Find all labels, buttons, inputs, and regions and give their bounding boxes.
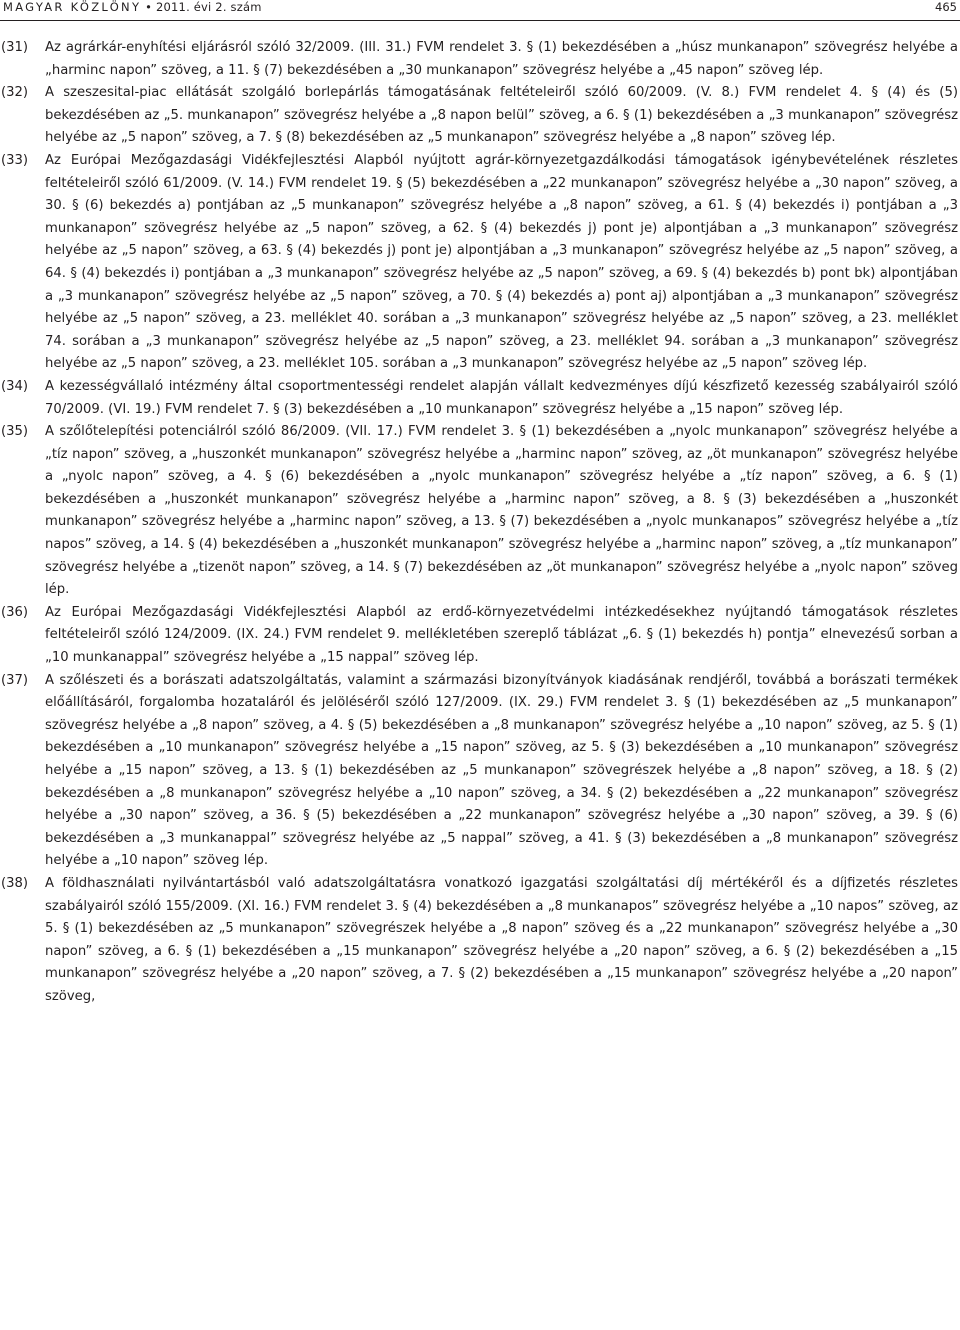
list-item <box>0 376 960 421</box>
item-number: (37) <box>1 672 29 688</box>
list-item <box>0 150 960 376</box>
list-item <box>0 82 960 150</box>
item-text: A szeszesital-piac ellátását szolgáló borlepárlás támogatásának feltételeiről szóló 60/2009. (V. 8.) FVM rendelet 4. § (4) és (5) bekezdésében az „5. munkanapon” szövegrész helyébe a „8 napon belül” szöveg, a 6. § (1) bekezdésében a „3 munkanapon” szövegrész helyébe az „5 napon” szöveg, a 7. § (8) bekezdésében az „5 munkanapon” szövegrész helyébe a „8 napon” szöveg lép. <box>45 85 958 146</box>
item-text: A szőlőtelepítési potenciálról szóló 86/2009. (VII. 17.) FVM rendelet 3. § (1) bekezdésében a „nyolc munkanapon” szövegrész helyébe a „tíz napon” szöveg, a „huszonkét munkanapon” szövegrész helyébe a „harminc napon” szöveg, az „öt munkanapon” szövegrész helyébe a „nyolc napon” szöveg, a 4. § (6) bekezdésében a „nyolc munkanapon” szövegrész helyébe a „tíz napon” szöveg, a 6. § (1) bekezdésében a „huszonkét munkanapon” szövegrész helyébe a „harminc napon” szöveg, a 8. § (3) bekezdésében a „huszonkét munkanapon” szövegrész helyébe a „harminc napon” szöveg, a 13. § (7) bekezdésében a „nyolc munkanapos” szövegrész helyébe a „tíz napos” szöveg, a 14. § (4) bekezdésében a „huszonkét munkanapon” szövegrész helyébe a „harminc napon” szöveg, a „tíz munkanapon” szövegrész helyébe a „tizenöt napon” szöveg, a 14. § (7) bekezdésében az „öt munkanapon” szövegrész helyébe a „nyolc napon” szöveg lép. <box>45 424 958 598</box>
issue-label: 2011. évi 2. szám <box>156 0 262 14</box>
item-number: (36) <box>1 604 29 620</box>
item-text: A kezességvállaló intézmény által csoportmentességi rendelet alapján vállalt kedvezményes díjú készfizető kezesség szabályairól szóló 70/2009. (VI. 19.) FVM rendelet 7. § (3) bekezdésében a „10 munkanapon” szövegrész helyébe a „15 napon” szöveg lép. <box>45 378 958 417</box>
header-rule <box>0 20 960 21</box>
item-number: (34) <box>1 378 29 394</box>
running-title <box>3 0 262 14</box>
list-item <box>0 421 960 602</box>
document-body <box>0 37 960 1009</box>
page-header <box>0 0 960 20</box>
journal-name: MAGYAR KÖZLÖNY <box>3 0 142 14</box>
list-item <box>0 37 960 82</box>
page-number: 465 <box>935 0 957 14</box>
item-text: A földhasználati nyilvántartásból való adatszolgáltatásra vonatkozó igazgatási szolgáltatási díj mértékéről és a díjfizetés részletes szabályairól szóló 155/2009. (XI. 16.) FVM rendelet 3. § (4) bekezdésében a „8 munkanapos” szövegrész helyébe a „10 napos” szöveg, az 5. § (1) bekezdésében az „5 munkanapon” szövegrészek helyébe a „8 napon” szöveg és a „22 munkanapon” szövegrész helyébe a „30 napon” szöveg, a 6. § (1) bekezdésében a „15 munkanapon” szövegrész helyébe a „20 napon” szöveg, a 6. § (2) bekezdésében a „15 munkanapon” szövegrész helyébe a „20 napon” szöveg, a 7. § (2) bekezdésében a „15 munkanapon” szövegrész helyébe a „20 napon” szöveg, <box>45 875 958 1004</box>
item-number: (33) <box>1 152 29 168</box>
item-text: Az agrárkár-enyhítési eljárásról szóló 32/2009. (III. 31.) FVM rendelet 3. § (1) bekezdésében a „húsz munkanapon” szövegrész helyébe a „harminc napon” szöveg, a 11. § (7) bekezdésében a „30 munkanapon” szövegrész helyébe a „45 napon” szöveg lép. <box>45 40 958 78</box>
item-text: A szőlészeti és a borászati adatszolgáltatás, valamint a származási bizonyítványok kiadásának rendjéről, továbbá a borászati termékek előállításáról, forgalomba hozataláról és jelöléséről szóló 127/2009. (IX. 29.) FVM rendelet 3. § (1) bekezdésében az „5 munkanapon” szövegrész helyébe a „8 napon” szöveg, a 4. § (5) bekezdésében a „8 munkanapon” szövegrész helyébe a „10 napon” szöveg, az 5. § (1) bekezdésében a „10 munkanapon” szövegrész helyébe a „15 napon” szöveg, az 5. § (3) bekezdésében a „10 munkanapon” szövegrész helyébe a „15 napon” szöveg, a 13. § (1) bekezdésében az „5 munkanapon” szövegrészek helyébe a „8 napon” szöveg, a 18. § (2) bekezdésében a „8 munkanapon” szövegrész helyébe a „10 napon” szöveg, a 34. § (2) bekezdésében a „22 munkanapon” szövegrész helyébe a „30 napon” szöveg, a 36. § (5) bekezdésében a „22 munkanapon” szövegrész helyébe a „30 napon” szöveg, a 39. § (6) bekezdésében a „3 munkanappal” szövegrész helyébe az „5 nappal” szöveg, a 41. § (3) bekezdésében a „8 munkanapon” szövegrész helyébe a „10 napon” szöveg lép. <box>45 672 958 869</box>
header-separator: • <box>141 0 156 14</box>
item-number: (31) <box>1 40 29 55</box>
list-item <box>0 602 960 670</box>
item-text: Az Európai Mezőgazdasági Vidékfejlesztési Alapból az erdő-környezetvédelmi intézkedésekhez nyújtandó támogatások részletes feltételeiről szóló 124/2009. (IX. 24.) FVM rendelet 9. mellékletében szereplő táblázat „6. § (1) bekezdés h) pontja” elnevezésű sorban a „10 munkanappal” szövegrész helyébe a „15 nappal” szöveg lép. <box>45 604 958 666</box>
list-item <box>0 670 960 873</box>
item-number: (38) <box>1 875 29 891</box>
item-number: (32) <box>1 85 29 101</box>
item-number: (35) <box>1 424 29 440</box>
item-text: Az Európai Mezőgazdasági Vidékfejlesztési Alapból nyújtott agrár-környezetgazdálkodási támogatások igénybevételének részletes feltételeiről szóló 61/2009. (V. 14.) FVM rendelet 19. § (5) bekezdésében a „22 munkanapon” szövegrész helyébe a „30 napon” szöveg, a 30. § (6) bekezdés a) pontjában az „5 munkanapon” szövegrész helyébe a „8 napon” szöveg, a 61. § (4) bekezdés i) pontjában a „3 munkanapon” szövegrész helyébe az „5 napon” szöveg, a 62. § (4) bekezdés j) pont je) alpontjában a „3 munkanapon” szövegrész helyébe az „5 napon” szöveg, a 63. § (4) bekezdés j) pont je) alpontjában a „3 munkanapon” szövegrész helyébe az „5 napon” szöveg, a 64. § (4) bekezdés i) pontjában a „3 munkanapon” szövegrész helyébe az „5 napon” szöveg, a 69. § (4) bekezdés b) pont bk) alpontjában a „3 munkanapon” szövegrész helyébe az „5 napon” szöveg, a 70. § (4) bekezdés a) pont aj) alpontjában a „3 munkanapon” szövegrész helyébe az „5 napon” szöveg, a 23. melléklet 40. sorában a „3 munkanapon” szövegrész helyébe az „5 napon” szöveg, a 23. melléklet 74. sorában a „3 munkanapon” szövegrész helyébe az „5 napon” szöveg, a 23. melléklet 94. sorában a „3 munkanapon” szövegrész helyébe az „5 napon” szöveg, a 23. melléklet 105. sorában a „3 munkanapon” szövegrész helyébe az „5 napon” szöveg lép. <box>45 152 958 372</box>
list-item <box>0 873 960 1009</box>
